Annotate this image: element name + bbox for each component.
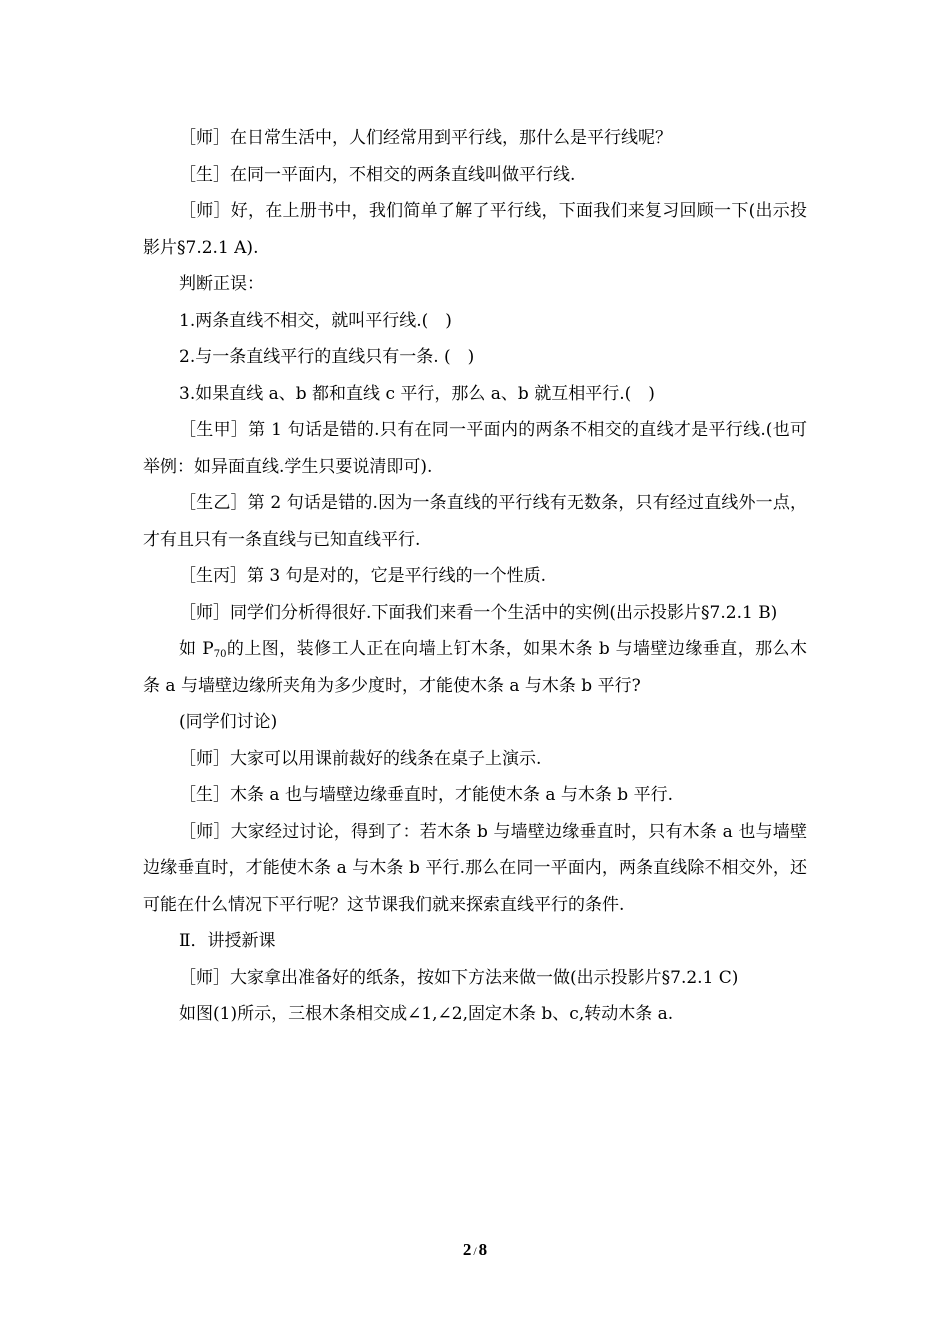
paragraph-teacher-summary: ［师］大家经过讨论，得到了：若木条 b 与墙壁边缘垂直时，只有木条 a 也与墙壁边缘垂直时，才能使木条 a 与木条 b 平行.那么在同一平面内，两条直线除不相交外，还可能在什么情况下平行呢？这节课我们就来探索直线平行的条件. [143, 821, 807, 915]
total-page-number: 8 [478, 1240, 488, 1259]
paragraph-student-conclusion: ［生］木条 a 也与墙壁边缘垂直时，才能使木条 a 与木条 b 平行. [179, 785, 673, 805]
paragraph-student-c: ［生丙］第 3 句是对的，它是平行线的一个性质. [179, 566, 547, 586]
paragraph-judge-heading: 判断正误： [179, 274, 264, 294]
page-number-footer [0, 1240, 950, 1260]
paragraph-teacher-review: ［师］好，在上册书中，我们简单了解了平行线，下面我们来复习回顾一下(出示投影片§7.2.1 A). [143, 201, 807, 258]
paragraph-student-a: ［生甲］第 1 句话是错的.只有在同一平面内的两条不相交的直线才是平行线.(也可举例：如异面直线.学生只要说清即可). [143, 420, 807, 477]
paragraph-teacher-question: ［师］在日常生活中，人们经常用到平行线，那什么是平行线呢？ [179, 128, 672, 148]
page-separator: / [473, 1244, 477, 1258]
paragraph-question-2: 2.与一条直线平行的直线只有一条. ( ) [179, 347, 475, 367]
paragraph-student-answer: ［生］在同一平面内，不相交的两条直线叫做平行线. [179, 164, 576, 185]
paragraph-student-b: ［生乙］第 2 句话是错的.因为一条直线的平行线有无数条，只有经过直线外一点，才有且只有一条直线与已知直线平行. [143, 493, 807, 550]
p70-text-before: 如 P [179, 639, 214, 659]
paragraph-discussion: (同学们讨论) [179, 712, 278, 732]
section-heading-new-lesson: Ⅱ．讲授新课 [179, 931, 276, 951]
paragraph-teacher-example: ［师］同学们分析得很好.下面我们来看一个生活中的实例(出示投影片§7.2.1 B) [179, 602, 778, 623]
p70-text-after: 的上图，装修工人正在向墙上钉木条，如果木条 b 与墙壁边缘垂直，那么木条 a 与墙壁边缘所夹角为多少度时，才能使木条 a 与木条 b 平行? [143, 639, 807, 696]
paragraph-question-3: 3.如果直线 a、b 都和直线 c 平行，那么 a、b 就互相平行.( ) [179, 383, 655, 404]
p70-subscript: 70 [213, 649, 227, 660]
paragraph-teacher-activity: ［师］大家拿出准备好的纸条，按如下方法来做一做(出示投影片§7.2.1 C) [179, 967, 739, 988]
paragraph-question-1: 1.两条直线不相交，就叫平行线.( ) [179, 310, 452, 331]
lesson-body [143, 120, 807, 1033]
current-page-number: 2 [462, 1240, 472, 1259]
paragraph-teacher-demo: ［师］大家可以用课前裁好的线条在桌子上演示. [179, 748, 542, 769]
paragraph-figure-description: 如图(1)所示，三根木条相交成∠1,∠2,固定木条 b、c,转动木条 a. [179, 1004, 674, 1024]
paragraph-p70-problem [143, 631, 807, 704]
